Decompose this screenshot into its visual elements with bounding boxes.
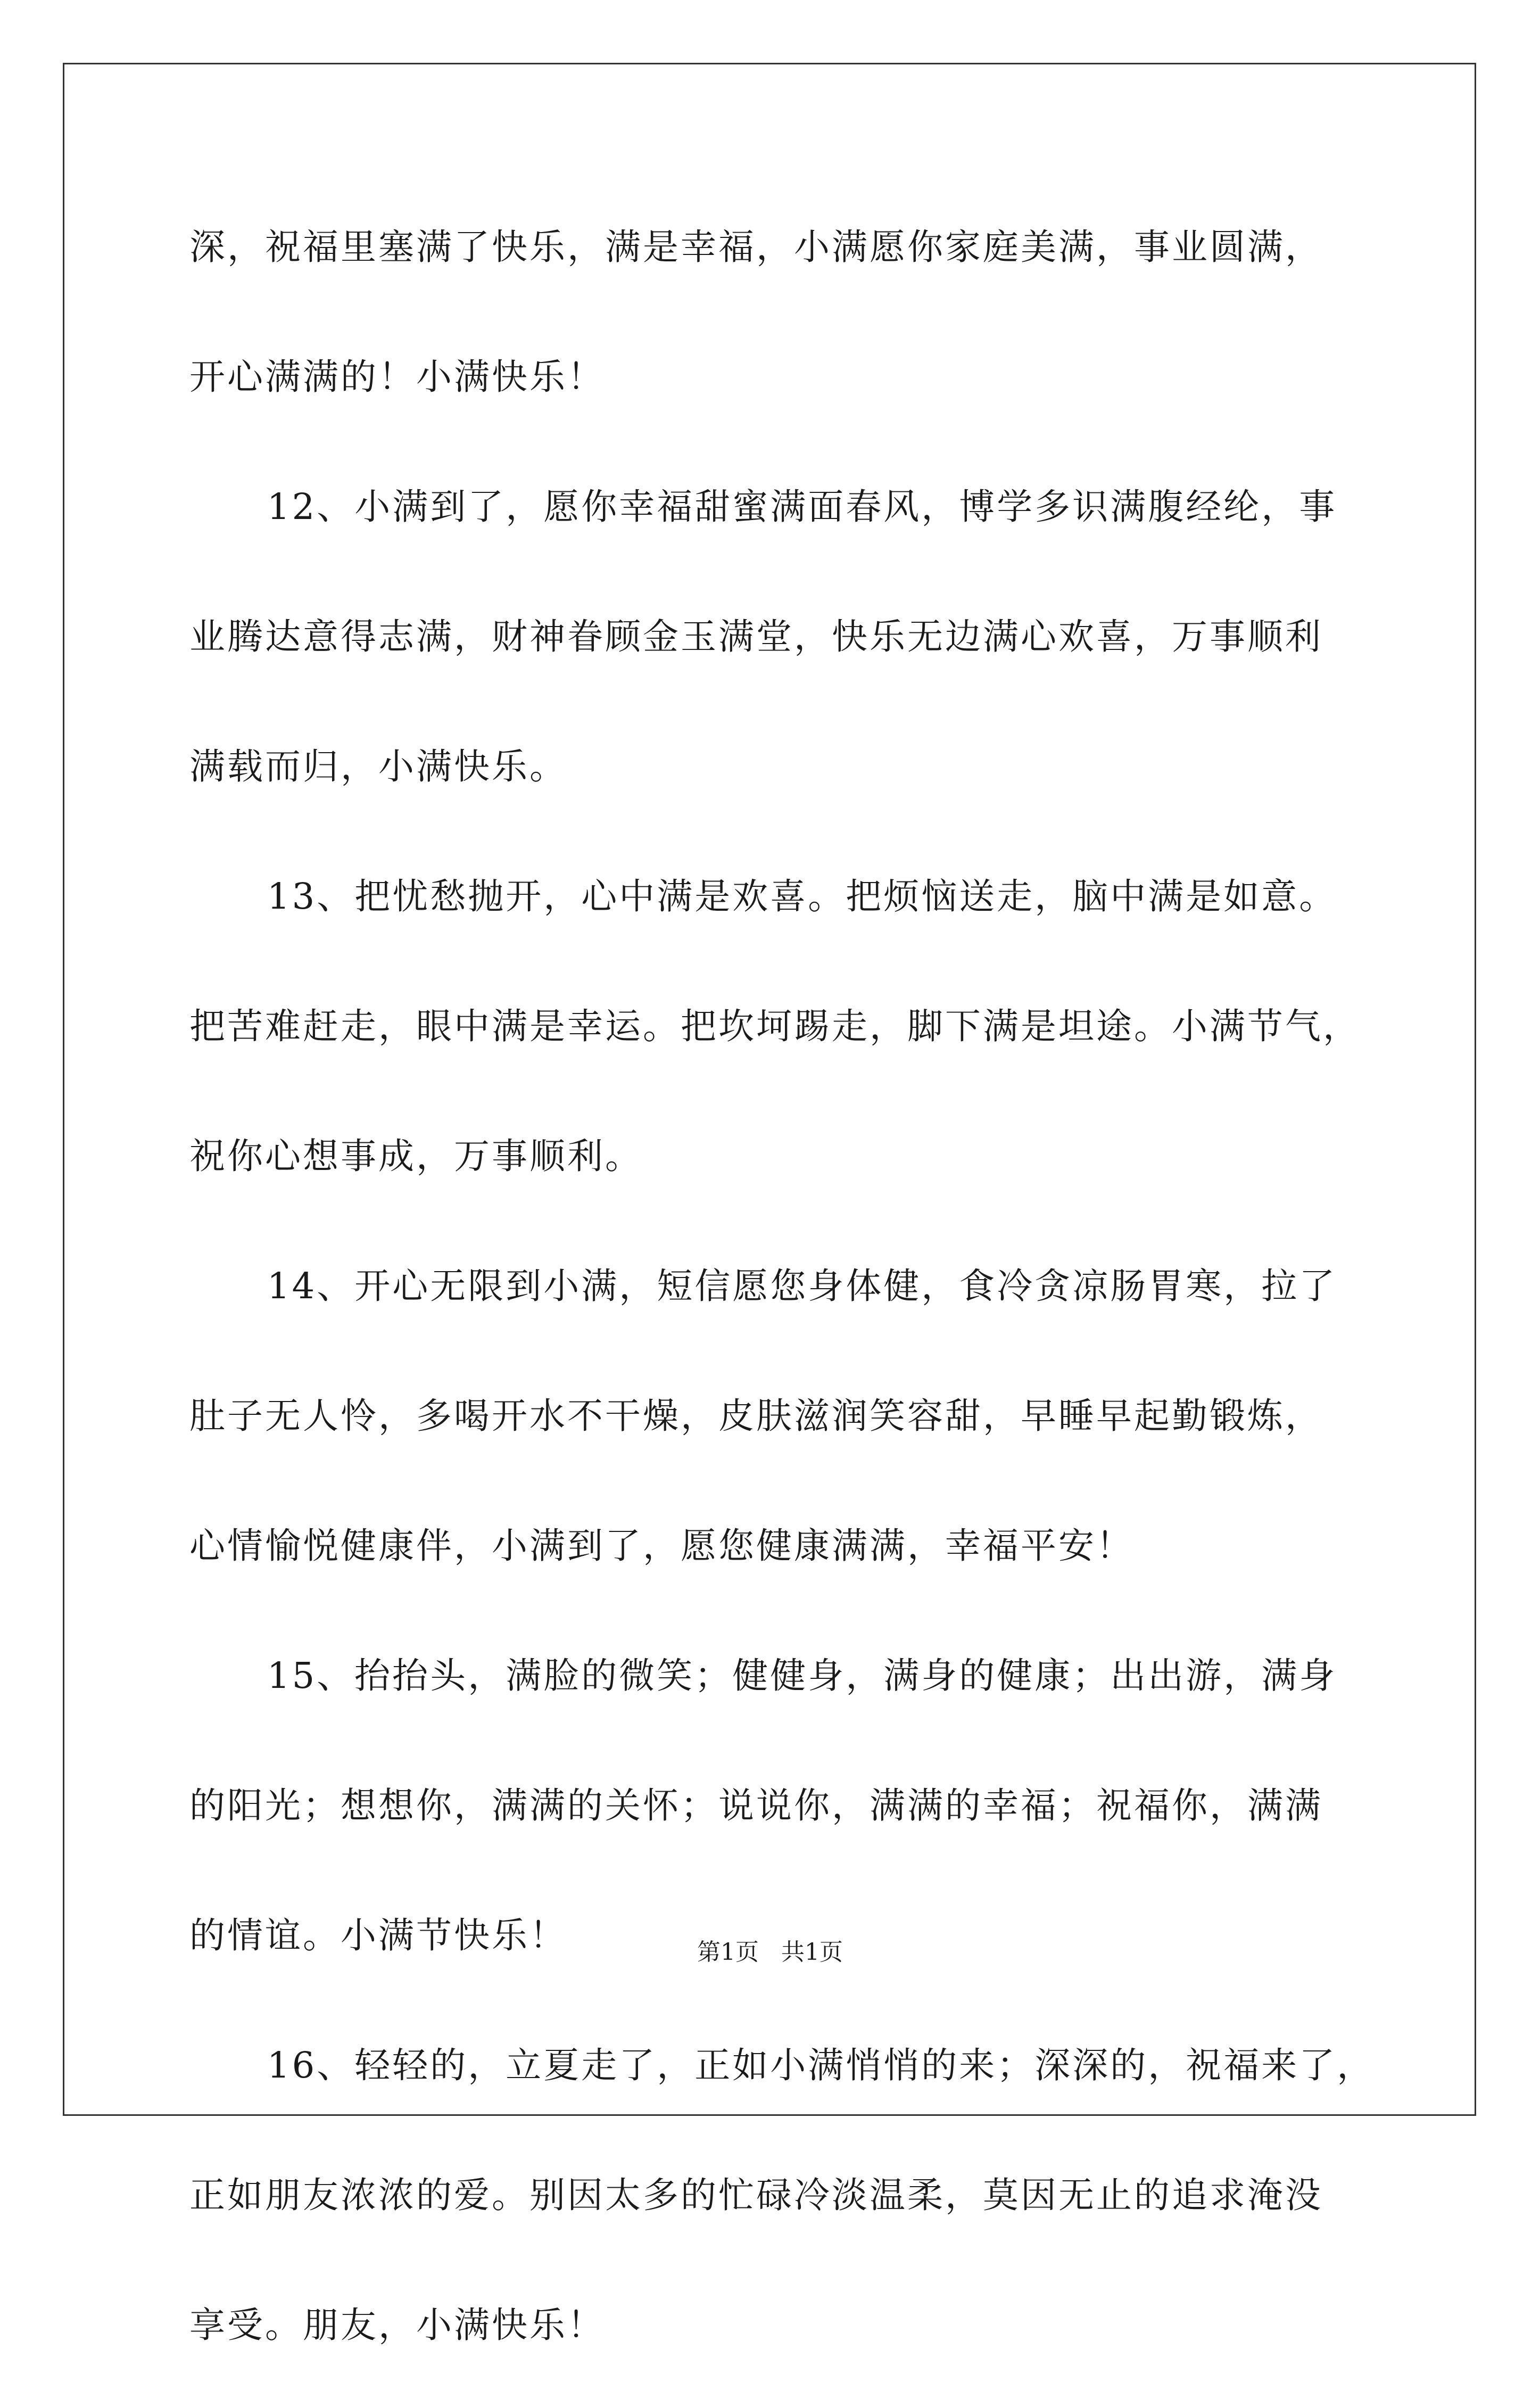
text-line: 祝你心想事成，万事顺利。 bbox=[189, 1135, 643, 1177]
text-line: 把苦难赶走，眼中满是幸运。把坎坷踢走，脚下满是坦途。小满节气， bbox=[189, 1006, 1361, 1047]
text-line: 满载而归，小满快乐。 bbox=[189, 746, 567, 787]
document-body bbox=[189, 182, 1375, 2390]
paragraph-start-line: 15、抬抬头，满脸的微笑；健健身，满身的健康；出出游，满身 bbox=[267, 1655, 1337, 1696]
text-line: 深，祝福里塞满了快乐，满是幸福，小满愿你家庭美满，事业圆满， bbox=[189, 226, 1323, 268]
text-line: 正如朋友浓浓的爱。别因太多的忙碌冷淡温柔，莫因无止的追求淹没 bbox=[189, 2174, 1323, 2216]
paragraph-start-line: 14、开心无限到小满，短信愿您身体健，食冷贪凉肠胃寒，拉了 bbox=[267, 1265, 1337, 1307]
text-line: 心情愉悦健康伴，小满到了，愿您健康满满，幸福平安！ bbox=[189, 1525, 1134, 1567]
text-line: 的阳光；想想你，满满的关怀；说说你，满满的幸福；祝福你，满满 bbox=[189, 1785, 1323, 1826]
paragraph-start-line: 12、小满到了，愿你幸福甜蜜满面春风，博学多识满腹经纶，事 bbox=[267, 486, 1337, 528]
paragraph-start-line: 16、轻轻的，立夏走了，正如小满悄悄的来；深深的，祝福来了， bbox=[267, 2045, 1375, 2086]
paragraph-start-line: 13、把忧愁抛开，心中满是欢喜。把烦恼送走，脑中满是如意。 bbox=[267, 876, 1337, 917]
page-footer: 第1页 共1页 bbox=[697, 1939, 843, 1966]
text-line: 的情谊。小满节快乐！ bbox=[189, 1915, 567, 1956]
text-line: 享受。朋友，小满快乐！ bbox=[189, 2304, 605, 2346]
text-line: 肚子无人怜，多喝开水不干燥，皮肤滋润笑容甜，早睡早起勤锻炼， bbox=[189, 1395, 1323, 1437]
text-line: 业腾达意得志满，财神眷顾金玉满堂，快乐无边满心欢喜，万事顺利 bbox=[189, 616, 1323, 657]
text-line: 开心满满的！小满快乐！ bbox=[189, 356, 605, 398]
